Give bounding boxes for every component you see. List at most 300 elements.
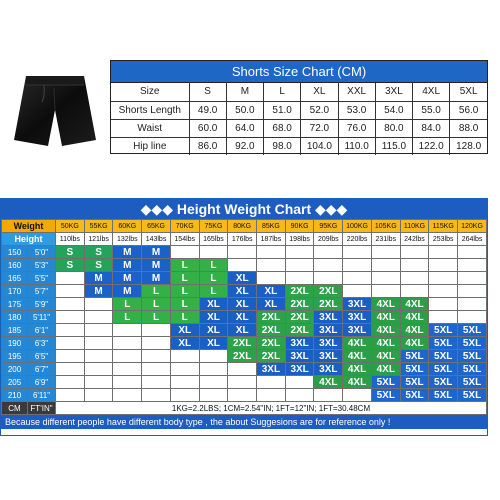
size-cell: XL — [199, 298, 228, 311]
cell: 122.0 — [413, 137, 450, 155]
unit-cm-label: CM — [2, 402, 28, 415]
size-cell: M — [142, 246, 171, 259]
size-cell: 5XL — [429, 337, 458, 350]
size-cell: 4XL — [400, 311, 429, 324]
waist-row — [111, 119, 487, 137]
weight-kg-cell: 60KG — [113, 220, 142, 233]
empty-cell — [113, 350, 142, 363]
size-cell: L — [170, 285, 199, 298]
empty-cell — [199, 246, 228, 259]
size-cell: XL — [257, 298, 286, 311]
height-cm-cell: 165 — [2, 272, 28, 285]
weight-lbs-cell: 121lbs — [84, 233, 113, 246]
size-cell: L — [170, 311, 199, 324]
shorts-image — [4, 62, 104, 154]
weight-kg-cell: 50KG — [56, 220, 85, 233]
empty-cell — [56, 311, 85, 324]
weight-lbs-cell: 253lbs — [429, 233, 458, 246]
height-row — [2, 337, 487, 350]
height-row — [2, 285, 487, 298]
weight-label: Weight — [2, 220, 56, 233]
weight-kg-row — [2, 220, 487, 233]
empty-cell — [429, 272, 458, 285]
size-cell: XL — [199, 324, 228, 337]
size-cell: 4XL — [371, 311, 400, 324]
empty-cell — [113, 337, 142, 350]
empty-cell — [228, 389, 257, 402]
height-ft-cell: 5'5" — [28, 272, 56, 285]
size-cell: L — [199, 272, 228, 285]
size-header-label: Size — [111, 83, 189, 101]
weight-lbs-cell: 165lbs — [199, 233, 228, 246]
cell: 98.0 — [264, 137, 301, 155]
size-col: 3XL — [375, 83, 412, 101]
size-cell: L — [170, 272, 199, 285]
size-cell: M — [84, 285, 113, 298]
size-cell: 4XL — [400, 337, 429, 350]
size-chart-title: Shorts Size Chart (CM) — [111, 61, 487, 83]
size-cell: 3XL — [314, 363, 343, 376]
size-cell: 2XL — [314, 285, 343, 298]
conversion-note: 1KG=2.2LBS; 1CM=2.54"IN; 1FT=12"IN; 1FT=30.48CM — [56, 402, 487, 415]
empty-cell — [56, 376, 85, 389]
empty-cell — [228, 363, 257, 376]
size-cell: 4XL — [400, 298, 429, 311]
cell: 128.0 — [450, 137, 487, 155]
size-col: XXL — [338, 83, 375, 101]
empty-cell — [142, 324, 171, 337]
empty-cell — [199, 389, 228, 402]
cell: 54.0 — [375, 101, 412, 119]
empty-cell — [257, 259, 286, 272]
size-cell: M — [142, 272, 171, 285]
size-cell: L — [170, 259, 199, 272]
cell: 80.0 — [375, 119, 412, 137]
empty-cell — [56, 285, 85, 298]
empty-cell — [142, 337, 171, 350]
size-cell: L — [142, 311, 171, 324]
empty-cell — [257, 246, 286, 259]
empty-cell — [429, 298, 458, 311]
empty-cell — [113, 324, 142, 337]
size-cell: M — [113, 285, 142, 298]
size-cell: M — [113, 272, 142, 285]
height-row — [2, 363, 487, 376]
cell: 53.0 — [338, 101, 375, 119]
size-cell: 2XL — [285, 285, 314, 298]
weight-kg-cell: 75KG — [199, 220, 228, 233]
empty-cell — [400, 285, 429, 298]
size-cell: XL — [170, 324, 199, 337]
cell: 60.0 — [189, 119, 226, 137]
height-cm-cell: 185 — [2, 324, 28, 337]
weight-kg-cell: 80KG — [228, 220, 257, 233]
size-cell: 5XL — [429, 324, 458, 337]
size-cell: S — [56, 246, 85, 259]
cell: 76.0 — [338, 119, 375, 137]
size-cell: M — [84, 272, 113, 285]
empty-cell — [113, 389, 142, 402]
height-row — [2, 350, 487, 363]
empty-cell — [458, 298, 487, 311]
size-cell: 4XL — [314, 376, 343, 389]
size-cell: XL — [199, 337, 228, 350]
row-label: Shorts Length — [111, 101, 189, 119]
empty-cell — [228, 259, 257, 272]
size-cell: 2XL — [285, 324, 314, 337]
size-cell: 5XL — [458, 363, 487, 376]
empty-cell — [371, 259, 400, 272]
size-cell: 2XL — [257, 337, 286, 350]
empty-cell — [84, 311, 113, 324]
weight-kg-cell: 115KG — [429, 220, 458, 233]
empty-cell — [84, 376, 113, 389]
size-cell: 4XL — [343, 363, 372, 376]
cell: 86.0 — [189, 137, 226, 155]
size-table — [111, 83, 487, 155]
size-cell: 5XL — [400, 389, 429, 402]
empty-cell — [170, 376, 199, 389]
size-cell: 2XL — [285, 298, 314, 311]
empty-cell — [458, 285, 487, 298]
weight-lbs-cell: 187lbs — [257, 233, 286, 246]
size-cell: 5XL — [429, 389, 458, 402]
cell: 110.0 — [338, 137, 375, 155]
empty-cell — [285, 246, 314, 259]
empty-cell — [170, 389, 199, 402]
size-cell: 5XL — [429, 350, 458, 363]
empty-cell — [56, 389, 85, 402]
empty-cell — [429, 246, 458, 259]
height-ft-cell: 6'3" — [28, 337, 56, 350]
size-cell: 2XL — [228, 337, 257, 350]
empty-cell — [400, 259, 429, 272]
size-cell: 3XL — [343, 324, 372, 337]
empty-cell — [371, 272, 400, 285]
cell: 56.0 — [450, 101, 487, 119]
height-ft-cell: 6'5" — [28, 350, 56, 363]
size-cell: 2XL — [314, 298, 343, 311]
height-cm-cell: 200 — [2, 363, 28, 376]
size-cell: L — [142, 298, 171, 311]
empty-cell — [400, 246, 429, 259]
empty-cell — [343, 285, 372, 298]
empty-cell — [170, 363, 199, 376]
size-cell: 2XL — [285, 311, 314, 324]
empty-cell — [343, 259, 372, 272]
height-row — [2, 298, 487, 311]
size-cell: 4XL — [343, 350, 372, 363]
size-cell: 5XL — [458, 324, 487, 337]
height-cm-cell: 195 — [2, 350, 28, 363]
size-cell: 5XL — [458, 350, 487, 363]
cell: 55.0 — [413, 101, 450, 119]
size-cell: 3XL — [314, 350, 343, 363]
size-cell: 4XL — [343, 376, 372, 389]
weight-kg-cell: 65KG — [142, 220, 171, 233]
weight-lbs-cell: 143lbs — [142, 233, 171, 246]
cell: 84.0 — [413, 119, 450, 137]
unit-row — [2, 402, 487, 415]
empty-cell — [371, 285, 400, 298]
size-cell: 4XL — [371, 363, 400, 376]
weight-kg-cell: 100KG — [343, 220, 372, 233]
empty-cell — [113, 363, 142, 376]
size-cell: 5XL — [458, 376, 487, 389]
cell: 88.0 — [450, 119, 487, 137]
size-cell: 2XL — [228, 350, 257, 363]
height-ft-cell: 5'3" — [28, 259, 56, 272]
hip-line-row — [111, 137, 487, 155]
size-cell: L — [113, 311, 142, 324]
empty-cell — [84, 298, 113, 311]
empty-cell — [458, 311, 487, 324]
empty-cell — [84, 389, 113, 402]
height-cm-cell: 180 — [2, 311, 28, 324]
height-row — [2, 311, 487, 324]
empty-cell — [458, 259, 487, 272]
size-cell: XL — [228, 285, 257, 298]
size-cell: 3XL — [314, 311, 343, 324]
empty-cell — [228, 376, 257, 389]
size-cell: 4XL — [400, 324, 429, 337]
empty-cell — [199, 350, 228, 363]
empty-cell — [285, 376, 314, 389]
empty-cell — [257, 376, 286, 389]
weight-lbs-cell: 154lbs — [170, 233, 199, 246]
size-cell: L — [170, 298, 199, 311]
empty-cell — [170, 350, 199, 363]
size-cell: 4XL — [371, 337, 400, 350]
empty-cell — [257, 389, 286, 402]
size-cell: 2XL — [257, 350, 286, 363]
size-cell: M — [113, 246, 142, 259]
cell: 115.0 — [375, 137, 412, 155]
height-cm-cell: 150 — [2, 246, 28, 259]
size-cell: 3XL — [285, 350, 314, 363]
cell: 72.0 — [301, 119, 338, 137]
row-label: Hip line — [111, 137, 189, 155]
size-cell: XL — [228, 311, 257, 324]
height-cm-cell: 160 — [2, 259, 28, 272]
weight-kg-cell: 110KG — [400, 220, 429, 233]
size-cell: 5XL — [458, 389, 487, 402]
size-cell: 5XL — [371, 389, 400, 402]
empty-cell — [429, 285, 458, 298]
size-cell: 3XL — [285, 363, 314, 376]
empty-cell — [285, 389, 314, 402]
weight-kg-cell: 70KG — [170, 220, 199, 233]
size-cell: 3XL — [314, 324, 343, 337]
size-cell: 3XL — [285, 337, 314, 350]
empty-cell — [285, 259, 314, 272]
height-ft-cell: 5'0" — [28, 246, 56, 259]
height-ft-cell: 6'11" — [28, 389, 56, 402]
footnote: Because different people have different body type , the about Suggesions are for reference only ! — [1, 415, 487, 429]
size-cell: 4XL — [371, 350, 400, 363]
empty-cell — [84, 324, 113, 337]
size-cell: M — [142, 259, 171, 272]
weight-lbs-cell: 132lbs — [113, 233, 142, 246]
size-cell: 3XL — [314, 337, 343, 350]
empty-cell — [314, 272, 343, 285]
empty-cell — [343, 389, 372, 402]
empty-cell — [228, 246, 257, 259]
empty-cell — [56, 298, 85, 311]
cell: 52.0 — [301, 101, 338, 119]
size-col: 5XL — [450, 83, 487, 101]
empty-cell — [429, 259, 458, 272]
row-label: Waist — [111, 119, 189, 137]
height-cm-cell: 175 — [2, 298, 28, 311]
weight-lbs-cell: 209lbs — [314, 233, 343, 246]
size-cell: 5XL — [429, 376, 458, 389]
size-cell: 2XL — [257, 324, 286, 337]
weight-kg-cell: 85KG — [257, 220, 286, 233]
cell: 64.0 — [226, 119, 263, 137]
size-cell: 5XL — [400, 376, 429, 389]
height-ft-cell: 6'1" — [28, 324, 56, 337]
empty-cell — [343, 272, 372, 285]
empty-cell — [56, 363, 85, 376]
cell: 51.0 — [264, 101, 301, 119]
size-cell: XL — [228, 272, 257, 285]
size-cell: XL — [228, 324, 257, 337]
empty-cell — [113, 376, 142, 389]
cell: 50.0 — [226, 101, 263, 119]
size-cell: S — [84, 246, 113, 259]
empty-cell — [170, 246, 199, 259]
size-header-row — [111, 83, 487, 101]
height-ft-cell: 5'11" — [28, 311, 56, 324]
height-cm-cell: 205 — [2, 376, 28, 389]
cell: 49.0 — [189, 101, 226, 119]
weight-lbs-cell: 220lbs — [343, 233, 372, 246]
size-cell: S — [56, 259, 85, 272]
hw-table — [1, 219, 487, 415]
height-row — [2, 389, 487, 402]
height-label: Height — [2, 233, 56, 246]
weight-lbs-cell: 231lbs — [371, 233, 400, 246]
hw-chart-title: ◆◆◆ Height Weight Chart ◆◆◆ — [1, 199, 487, 219]
height-ft-cell: 5'7" — [28, 285, 56, 298]
weight-kg-cell: 95KG — [314, 220, 343, 233]
height-cm-cell: 170 — [2, 285, 28, 298]
empty-cell — [400, 272, 429, 285]
size-cell: L — [199, 285, 228, 298]
height-ft-cell: 6'7" — [28, 363, 56, 376]
size-cell: 4XL — [343, 337, 372, 350]
size-cell: 5XL — [400, 363, 429, 376]
height-ft-cell: 6'9" — [28, 376, 56, 389]
unit-ft-label: FT'IN" — [28, 402, 56, 415]
height-row — [2, 246, 487, 259]
size-cell: L — [142, 285, 171, 298]
empty-cell — [142, 350, 171, 363]
height-cm-cell: 210 — [2, 389, 28, 402]
size-cell: 5XL — [458, 337, 487, 350]
weight-lbs-cell: 242lbs — [400, 233, 429, 246]
size-col: S — [189, 83, 226, 101]
empty-cell — [257, 272, 286, 285]
weight-lbs-cell: 198lbs — [285, 233, 314, 246]
empty-cell — [84, 363, 113, 376]
weight-kg-cell: 120KG — [458, 220, 487, 233]
size-col: 4XL — [413, 83, 450, 101]
size-cell: 4XL — [371, 298, 400, 311]
cell: 68.0 — [264, 119, 301, 137]
weight-kg-cell: 105KG — [371, 220, 400, 233]
empty-cell — [56, 324, 85, 337]
shorts-size-chart — [110, 60, 488, 154]
size-cell: 4XL — [371, 324, 400, 337]
weight-kg-cell: 55KG — [84, 220, 113, 233]
size-cell: 5XL — [371, 376, 400, 389]
size-cell: 3XL — [343, 298, 372, 311]
weight-lbs-row — [2, 233, 487, 246]
empty-cell — [458, 272, 487, 285]
empty-cell — [142, 363, 171, 376]
size-cell: 2XL — [257, 311, 286, 324]
empty-cell — [429, 311, 458, 324]
size-cell: 5XL — [400, 350, 429, 363]
size-cell: 3XL — [257, 363, 286, 376]
weight-kg-cell: 90KG — [285, 220, 314, 233]
size-cell: XL — [199, 311, 228, 324]
empty-cell — [285, 272, 314, 285]
empty-cell — [314, 259, 343, 272]
size-cell: S — [84, 259, 113, 272]
weight-lbs-cell: 264lbs — [458, 233, 487, 246]
size-cell: XL — [228, 298, 257, 311]
size-col: M — [226, 83, 263, 101]
height-weight-chart — [0, 198, 488, 436]
height-row — [2, 376, 487, 389]
size-cell: 5XL — [429, 363, 458, 376]
height-row — [2, 272, 487, 285]
empty-cell — [343, 246, 372, 259]
cell: 104.0 — [301, 137, 338, 155]
weight-lbs-cell: 110lbs — [56, 233, 85, 246]
empty-cell — [56, 272, 85, 285]
empty-cell — [199, 376, 228, 389]
shorts-length-row — [111, 101, 487, 119]
empty-cell — [56, 337, 85, 350]
size-cell: L — [113, 298, 142, 311]
empty-cell — [314, 389, 343, 402]
size-cell: XL — [257, 285, 286, 298]
empty-cell — [458, 246, 487, 259]
size-cell: XL — [170, 337, 199, 350]
size-cell: 3XL — [343, 311, 372, 324]
empty-cell — [142, 376, 171, 389]
size-col: L — [264, 83, 301, 101]
empty-cell — [142, 389, 171, 402]
height-row — [2, 324, 487, 337]
empty-cell — [314, 246, 343, 259]
size-cell: M — [113, 259, 142, 272]
height-ft-cell: 5'9" — [28, 298, 56, 311]
empty-cell — [84, 337, 113, 350]
size-cell: L — [199, 259, 228, 272]
height-row — [2, 259, 487, 272]
empty-cell — [371, 246, 400, 259]
empty-cell — [199, 363, 228, 376]
cell: 92.0 — [226, 137, 263, 155]
height-cm-cell: 190 — [2, 337, 28, 350]
weight-lbs-cell: 176lbs — [228, 233, 257, 246]
empty-cell — [84, 350, 113, 363]
